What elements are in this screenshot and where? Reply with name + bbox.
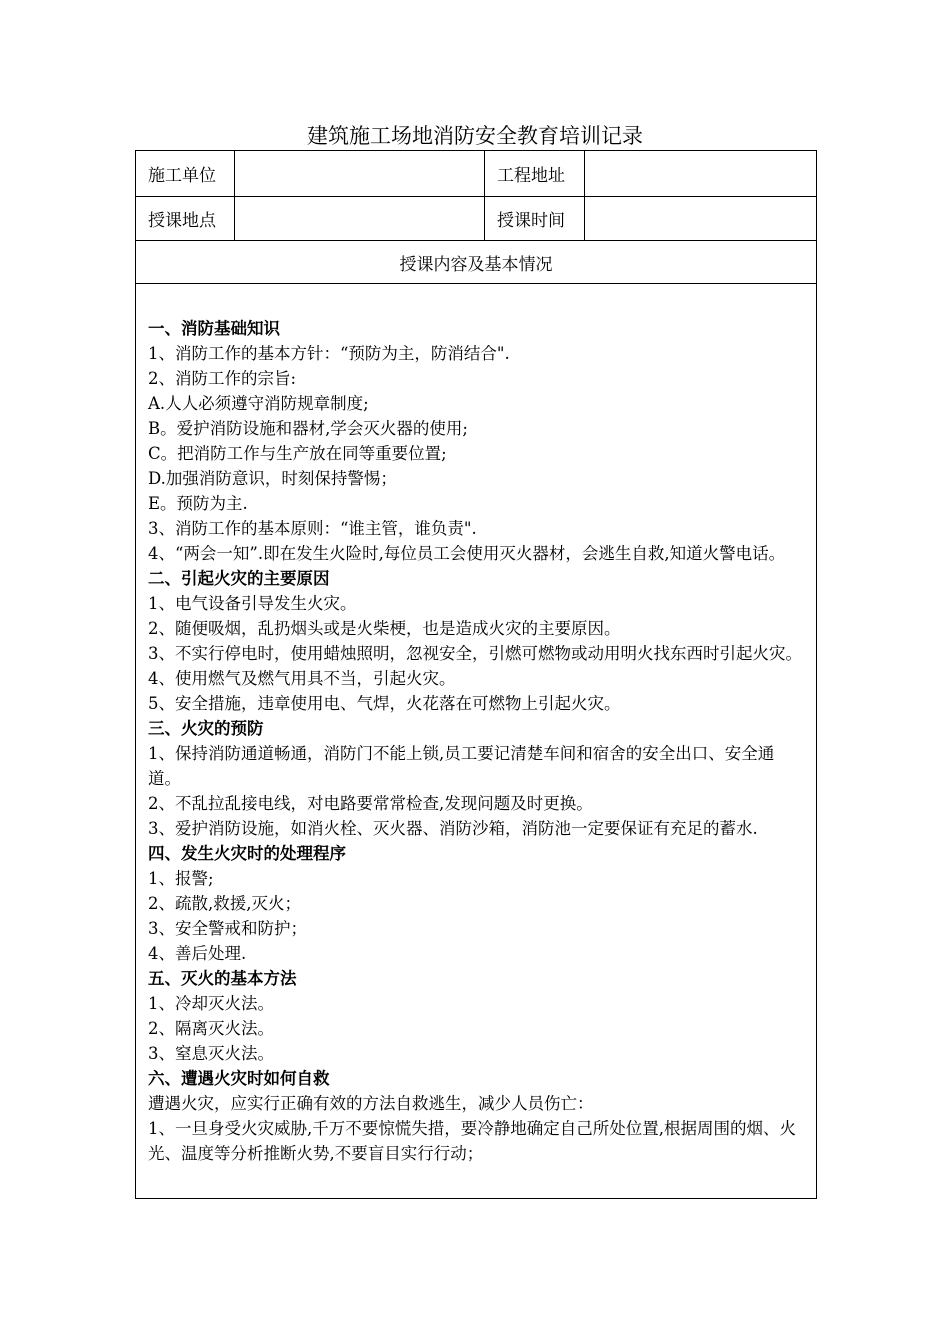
training-record-table: [135, 150, 817, 1199]
section-heading: 一、消防基础知识: [148, 319, 280, 338]
content-line: 3、不实行停电时，使用蜡烛照明，忽视安全，引燃可燃物或动用明火找东西时引起火灾。: [148, 644, 802, 663]
content-line: D.加强消防意识，时刻保持警惕；: [148, 469, 397, 488]
content-section-header: 授课内容及基本情况: [136, 241, 817, 284]
section-heading: 四、发生火灾时的处理程序: [148, 844, 346, 863]
address-label: 工程地址: [485, 151, 585, 197]
content-line: 1、一旦身受火灾威胁,千万不要惊慌失措，要冷静地确定自己所处位置,根据周围的烟、火光、温度等分析推断火势,不要盲目实行行动；: [148, 1119, 796, 1163]
time-label: 授课时间: [485, 197, 585, 241]
content-body: [148, 316, 804, 1166]
content-line: 2、随便吸烟，乱扔烟头或是火柴梗，也是造成火灾的主要原因。: [148, 619, 621, 638]
address-value: [585, 151, 817, 197]
content-line: B。爱护消防设施和器材,学会灭火器的使用;: [148, 419, 468, 438]
section-heading: 六、遭遇火灾时如何自救: [148, 1069, 330, 1088]
content-line: 1、冷却灭火法。: [148, 994, 274, 1013]
content-line: 4、“两会一知”.即在发生火险时,每位员工会使用灭火器材，会逃生自救,知道火警电话。: [148, 544, 786, 563]
content-line: 1、消防工作的基本方针：“预防为主，防消结合".: [148, 344, 510, 363]
place-value: [235, 197, 485, 241]
document-title: 建筑施工场地消防安全教育培训记录: [307, 124, 643, 148]
content-line: 5、安全措施，违章使用电、气焊，火花落在可燃物上引起火灾。: [148, 694, 621, 713]
time-value: [585, 197, 817, 241]
content-line: A.人人必须遵守消防规章制度;: [148, 394, 369, 413]
content-line: 1、保持消防通道畅通，消防门不能上锁,员工要记清楚车间和宿舍的安全出口、安全通道。: [148, 744, 775, 788]
content-line: 遭遇火灾，应实行正确有效的方法自救逃生，减少人员伤亡：: [148, 1094, 594, 1113]
content-cell: [136, 284, 817, 1199]
content-line: 2、不乱拉乱接电线，对电路要常常检查,发现问题及时更换。: [148, 794, 593, 813]
table-row: [136, 241, 817, 284]
table-row: [136, 284, 817, 1199]
unit-value: [235, 151, 485, 197]
content-line: E。预防为主.: [148, 494, 248, 513]
content-line: 2、消防工作的宗旨:: [148, 369, 297, 388]
content-line: 4、使用燃气及燃气用具不当，引起火灾。: [148, 669, 456, 688]
section-heading: 二、引起火灾的主要原因: [148, 569, 330, 588]
content-line: 2、隔离灭火法。: [148, 1019, 274, 1038]
content-line: 2、疏散,救援,灭火；: [148, 894, 301, 913]
table-row: [136, 151, 817, 197]
section-heading: 三、火灾的预防: [148, 719, 264, 738]
table-row: [136, 197, 817, 241]
section-heading: 五、灭火的基本方法: [148, 969, 297, 988]
unit-label: 施工单位: [136, 151, 235, 197]
content-line: 1、报警;: [148, 869, 214, 888]
content-line: 4、善后处理.: [148, 944, 247, 963]
content-line: 3、消防工作的基本原则：“谁主管，谁负责".: [148, 519, 477, 538]
place-label: 授课地点: [136, 197, 235, 241]
content-line: 1、电气设备引导发生火灾。: [148, 594, 357, 613]
content-line: 3、爱护消防设施，如消火栓、灭火器、消防沙箱，消防池一定要保证有充足的蓄水.: [148, 819, 758, 838]
content-line: 3、安全警戒和防护；: [148, 919, 307, 938]
content-line: C。把消防工作与生产放在同等重要位置;: [148, 444, 447, 463]
content-line: 3、窒息灭火法。: [148, 1044, 274, 1063]
